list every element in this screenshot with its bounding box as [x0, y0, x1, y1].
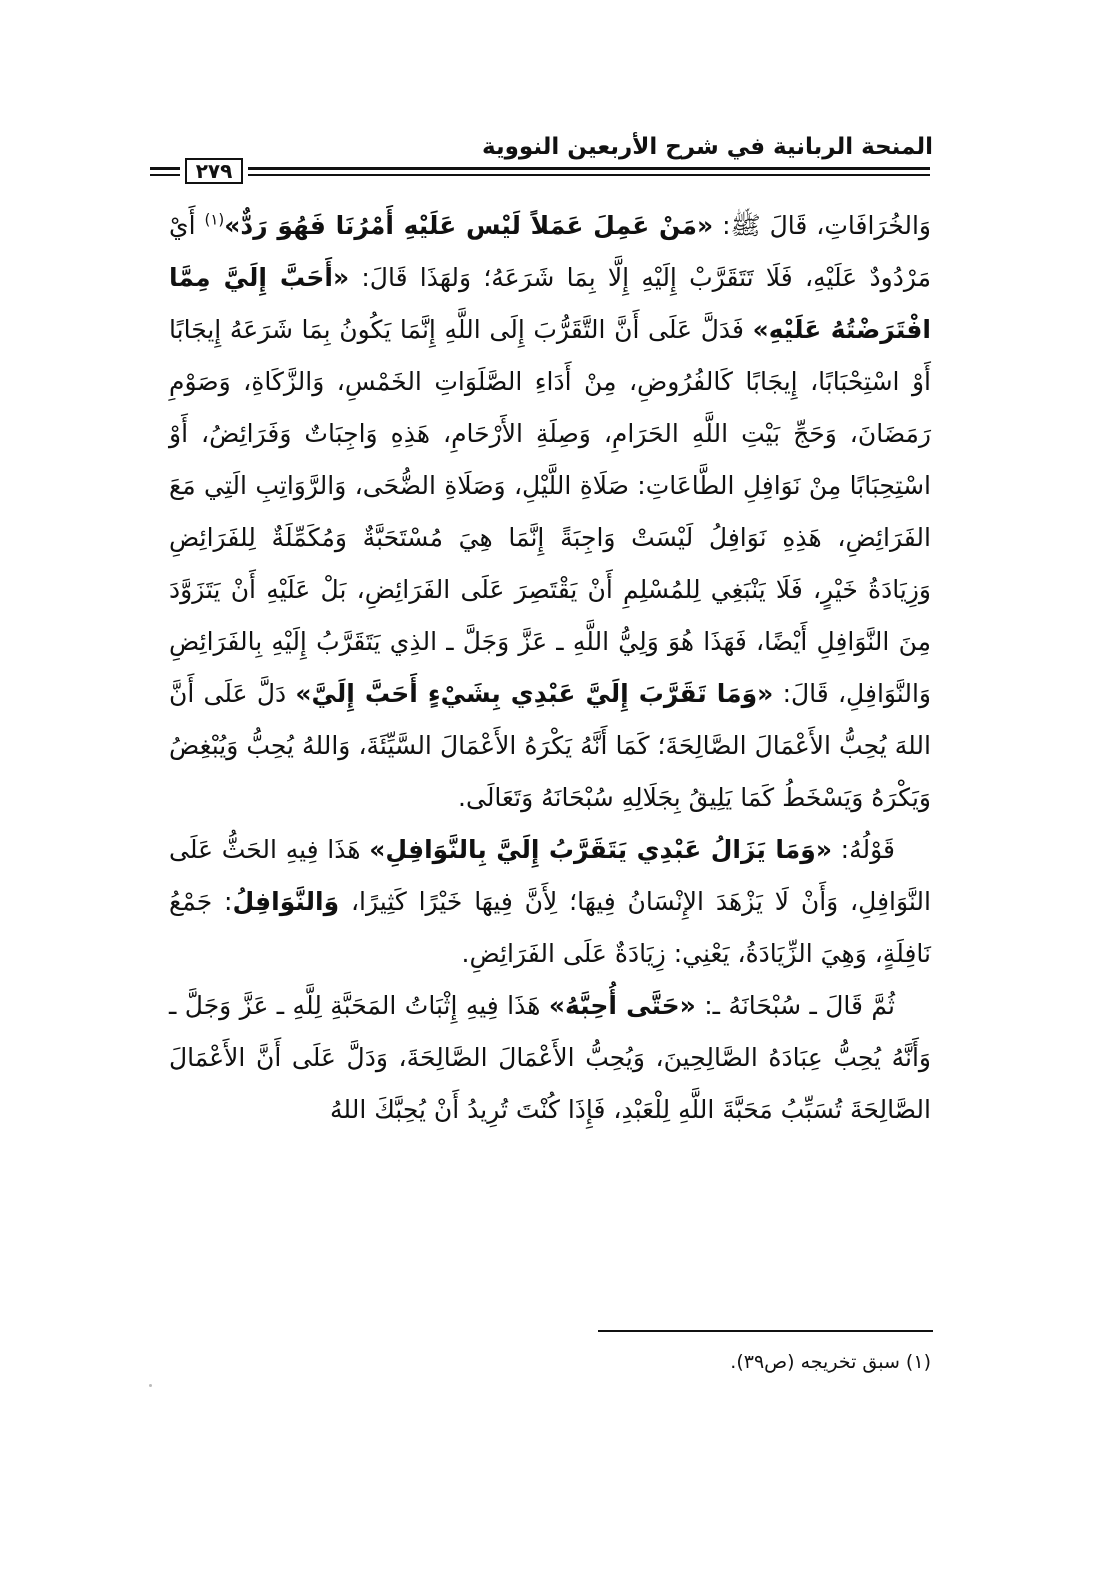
header-rule — [150, 159, 930, 184]
footnote-reference[interactable]: (١) — [204, 210, 225, 229]
scan-speck — [149, 1384, 152, 1387]
paragraph-3 — [169, 980, 931, 1136]
header-rule-short — [150, 167, 180, 176]
footnote: (١) سبق تخريجه (ص٣٩). — [730, 1351, 931, 1373]
term-highlight: وَالنَّوَافِلُ — [232, 887, 340, 916]
paragraph-2 — [169, 824, 931, 980]
footnote-divider — [598, 1330, 933, 1332]
page-number: ٢٧٩ — [185, 158, 243, 184]
hadith-quote: «وَمَا تَقَرَّبَ إِلَيَّ عَبْدِي بِشَيْءٍ أَحَبَّ إِلَيَّ» — [295, 679, 774, 708]
text-segment: وَالخُرَافَاتِ، قَالَ ﷺ: — [713, 211, 931, 240]
hadith-quote: «وَمَا يَزَالُ عَبْدِي يَتَقَرَّبُ إِلَيَّ بِالنَّوَافِلِ» — [369, 835, 832, 864]
header-rule-long — [248, 167, 930, 176]
hadith-quote: «مَنْ عَمِلَ عَمَلاً لَيْس عَلَيْهِ أَمْرُنَا فَهُوَ رَدٌّ» — [224, 211, 714, 240]
text-segment: هَذَا فِيهِ إِثْبَاتُ المَحَبَّةِ لِلَّهِ ـ عَزَّ وَجَلَّ ـ وَأَنَّهُ يُحِبُّ عِبَادَهُ الصَّالِحِينَ، وَيُحِبُّ الأَعْمَالَ الصَّالِحَةَ، وَدَلَّ عَلَى أَنَّ الأَعْمَالَ الصَّالِحَةَ تُسَبِّبُ مَحَبَّةَ اللَّهِ لِلْعَبْدِ، فَإِذَا كُنْتَ تُرِيدُ أَنْ يُحِبَّكَ اللهُ — [169, 991, 931, 1124]
paragraph-1 — [169, 200, 931, 824]
running-header-title: المنحة الربانية في شرح الأربعين النووية — [482, 134, 933, 160]
text-segment: ثُمَّ قَالَ ـ سُبْحَانَهُ ـ: — [695, 991, 895, 1020]
main-text — [169, 200, 931, 1136]
text-segment: : جَمْعُ نَافِلَةٍ، وَهِيَ الزِّيَادَةُ، يَعْنِي: زِيَادَةٌ عَلَى الفَرَائِضِ. — [169, 887, 931, 968]
text-segment: فَدَلَّ عَلَى أَنَّ التَّقَرُّبَ إِلَى اللَّهِ إِنَّمَا يَكُونُ بِمَا شَرَعَهُ إِيجَابًا أَوْ اسْتِحْبَابًا، إِيجَابًا كَالفُرُوضِ، مِنْ أَدَاءِ الصَّلَوَاتِ الخَمْسِ، وَالزَّكَاةِ، وَصَوْمِ رَمَضَانَ، وَحَجِّ بَيْتِ اللَّهِ الحَرَامِ، وَصِلَةِ الأَرْحَامِ، هَذِهِ وَاجِبَاتٌ وَفَرَائِضُ، أَوْ اسْتِحِبَابًا مِنْ نَوَافِلِ الطَّاعَاتِ: صَلَاةِ اللَّيْلِ، وَصَلَاةِ الضُّحَى، وَالرَّوَاتِبِ الَتِي مَعَ الفَرَائِضِ، هَذِهِ نَوَافِلُ لَيْسَتْ وَاجِبَةً إِنَّمَا هِيَ مُسْتَحَبَّةٌ وَمُكَمِّلَةٌ لِلفَرَائِضِ وَزِيَادَةُ خَيْرٍ، فَلَا يَنْبَغِي لِلمُسْلِمِ أَنْ يَقْتَصِرَ عَلَى الفَرَائِضِ، بَلْ عَلَيْهِ أَنْ يَتَزَوَّدَ مِنَ النَّوَافِلِ أَيْضًا، فَهَذَا هُوَ وَلِيُّ اللَّهِ ـ عَزَّ وَجَلَّ ـ الذِي يَتَقَرَّبُ إِلَيْهِ بِالفَرَائِضِ وَالنَّوَافِلِ، قَالَ: — [169, 315, 931, 708]
text-segment: أَيْ مَرْدُودٌ عَلَيْهِ، فَلَا تَتَقَرَّبْ إِلَيْهِ إِلَّا بِمَا شَرَعَهُ؛ وَلهَذَا قَالَ: — [169, 211, 932, 292]
text-segment: دَلَّ عَلَى أَنَّ اللهَ يُحِبُّ الأَعْمَالَ الصَّالِحَةَ؛ كَمَا أَنَّهُ يَكْرَهُ الأَعْمَالَ السَّيِّئَةَ، وَاللهُ يُحِبُّ وَيُبْغِضُ وَيَكْرَهُ وَيَسْخَطُ كَمَا يَلِيقُ بِجَلَالِهِ سُبْحَانَهُ وَتَعَالَى. — [169, 679, 931, 812]
text-segment: قَوْلُهُ: — [831, 835, 895, 864]
text-segment: هَذَا فِيهِ الحَثُّ عَلَى النَّوَافِلِ، وَأَنْ لَا يَزْهَدَ الإِنْسَانُ فِيهَا؛ لِأَنَّ فِيهَا خَيْرًا كَثِيرًا، — [169, 835, 931, 916]
hadith-quote: «أَحَبَّ إِلَيَّ مِمَّا افْتَرَضْتُهُ عَلَيْهِ» — [169, 263, 931, 344]
hadith-quote: «حَتَّى أُحِبَّهُ» — [548, 991, 696, 1020]
